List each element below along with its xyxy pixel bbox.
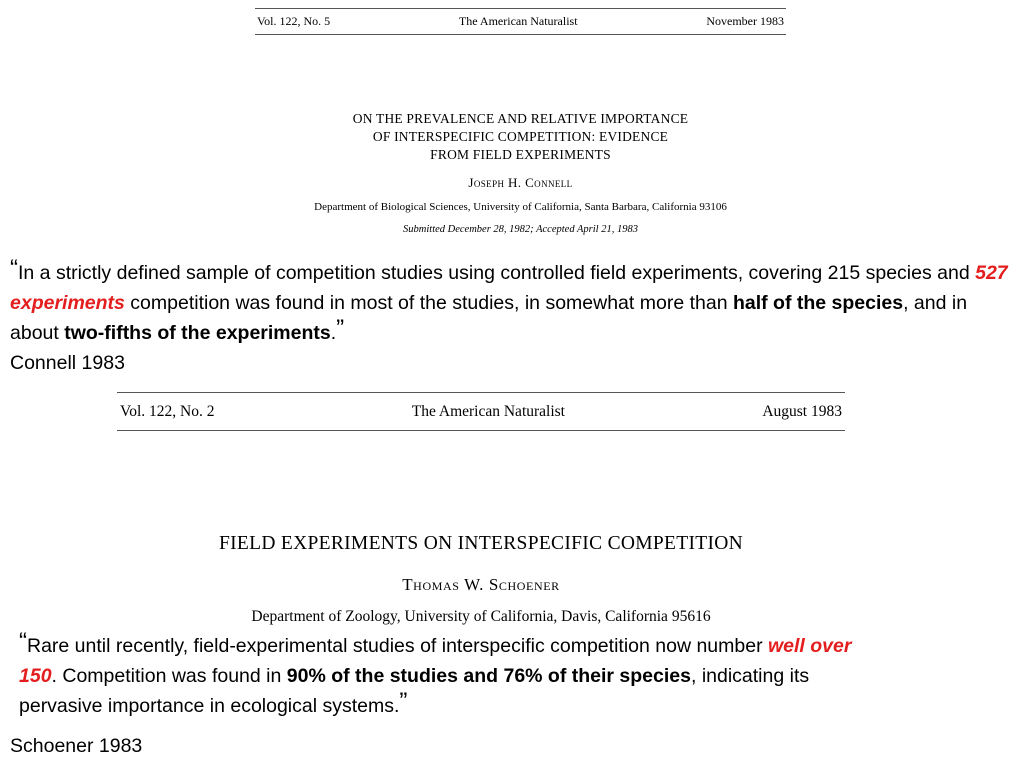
close-quote-mark: ”: [399, 688, 408, 715]
bold-90-percent: 90% of the studies and 76% of their species: [286, 665, 691, 687]
open-quote-mark: “: [19, 628, 27, 655]
close-quote-mark: ”: [336, 315, 345, 342]
affiliation-connell: Department of Biological Sciences, University of California, Santa Barbara, California 93106: [314, 201, 727, 213]
citation-connell: Connell 1983: [10, 352, 125, 374]
quote-text: , indicating its pervasive importance in ecological systems.: [19, 665, 810, 717]
affiliation-schoener: Department of Zoology, University of California, Davis, California 95616: [251, 608, 711, 625]
highlight-experiments: 527 experiments: [10, 262, 1008, 314]
quote-schoener: [19, 628, 869, 721]
citation-schoener: Schoener 1983: [10, 735, 143, 757]
quote-text: . Competition was found in: [51, 665, 287, 687]
highlight-well-over-150: well over 150: [19, 635, 852, 687]
author-schoener: Thomas W. Schoener: [402, 575, 560, 594]
issue-date: November 1983: [706, 14, 784, 28]
journal-header-schoener: [117, 392, 845, 431]
quote-text: .: [330, 322, 337, 344]
quote-text: In a strictly defined sample of competition studies using controlled field experiments, covering 215 species and: [18, 262, 976, 284]
quote-text: competition was found in most of the studies, in somewhat more than: [124, 292, 733, 314]
author-connell: Joseph H. Connell: [468, 175, 573, 190]
issue-date: August 1983: [762, 402, 842, 420]
title-line: ON THE PREVALENCE AND RELATIVE IMPORTANCE: [352, 111, 689, 126]
title-line: FROM FIELD EXPERIMENTS: [430, 147, 611, 162]
paper-title-connell: [255, 110, 786, 164]
bold-two-fifths: two-fifths of the experiments: [64, 322, 331, 344]
journal-name: The American Naturalist: [458, 14, 578, 28]
journal-name: The American Naturalist: [411, 402, 565, 420]
quote-text: Rare until recently, field-experimental studies of interspecific competition now number: [27, 635, 768, 657]
volume-label: Vol. 122, No. 2: [120, 402, 215, 420]
paper-title-schoener: FIELD EXPERIMENTS ON INTERSPECIFIC COMPETITION: [218, 533, 744, 554]
quote-text: , and in about: [10, 292, 968, 344]
bold-half-of-species: half of the species: [732, 292, 904, 314]
quote-connell: [10, 255, 1015, 348]
volume-label: Vol. 122, No. 5: [257, 14, 331, 28]
open-quote-mark: “: [10, 255, 18, 282]
submission-dates-connell: Submitted December 28, 1982; Accepted April 21, 1983: [403, 224, 638, 235]
title-line: OF INTERSPECIFIC COMPETITION: EVIDENCE: [372, 129, 669, 144]
journal-header-connell: [255, 8, 786, 35]
